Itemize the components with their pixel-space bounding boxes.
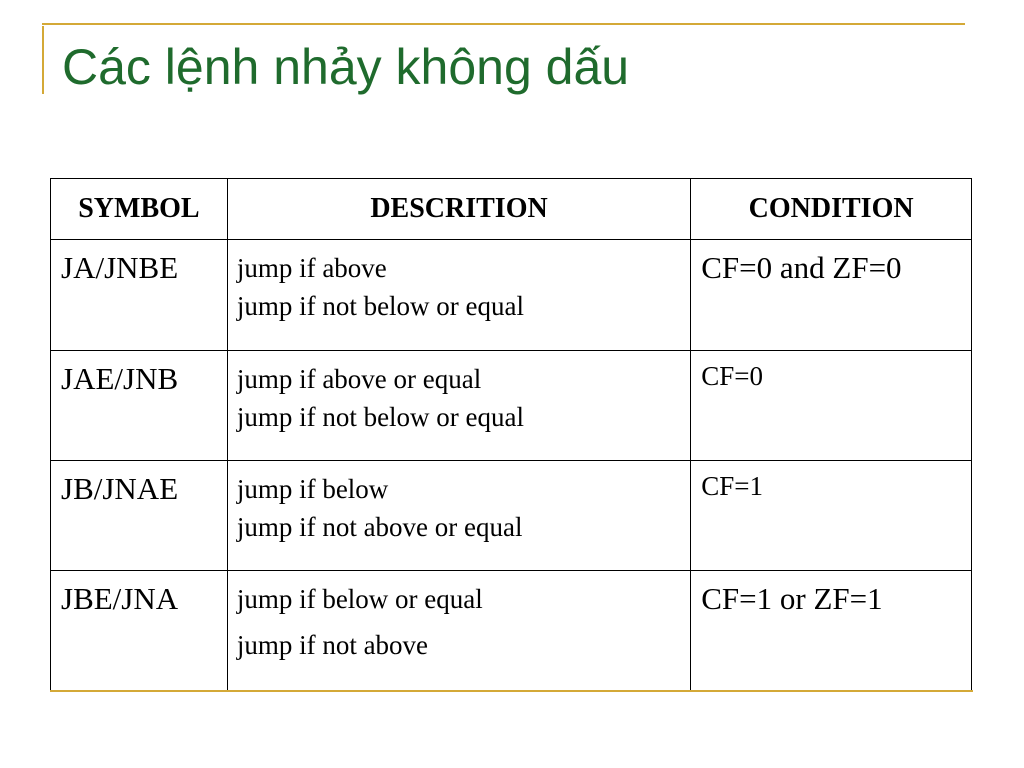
table-bottom-accent-line — [50, 690, 973, 692]
description-cell — [227, 461, 690, 571]
table-row — [51, 351, 972, 461]
description-line: jump if not above — [236, 630, 429, 660]
table-header-row — [51, 179, 972, 240]
symbol-cell: JBE/JNA — [51, 571, 228, 691]
description-line: jump if below or equal — [236, 584, 483, 614]
title-accent-bar — [42, 26, 44, 94]
description-line: jump if not above or equal — [236, 512, 523, 542]
description-line: jump if above or equal — [236, 364, 482, 394]
description-line: jump if above — [236, 253, 387, 283]
description-line: jump if below — [236, 474, 389, 504]
title-accent-line — [42, 23, 965, 25]
symbol-cell: JAE/JNB — [51, 351, 228, 461]
slide-title: Các lệnh nhảy không dấu — [62, 39, 630, 95]
condition-cell: CF=1 — [691, 461, 972, 571]
table-row — [51, 461, 972, 571]
header-condition: CONDITION — [691, 179, 972, 240]
table-row — [51, 240, 972, 351]
description-line: jump if not below or equal — [236, 291, 525, 321]
symbol-cell: JB/JNAE — [51, 461, 228, 571]
header-symbol: SYMBOL — [51, 179, 228, 240]
table-row — [51, 571, 972, 691]
symbol-cell: JA/JNBE — [51, 240, 228, 351]
jump-commands-table — [50, 178, 972, 691]
description-line: jump if not below or equal — [236, 402, 525, 432]
condition-cell: CF=1 or ZF=1 — [691, 571, 972, 691]
description-cell — [227, 240, 690, 351]
description-cell — [227, 351, 690, 461]
header-description: DESCRITION — [227, 179, 690, 240]
description-cell — [227, 571, 690, 691]
condition-cell: CF=0 — [691, 351, 972, 461]
condition-cell: CF=0 and ZF=0 — [691, 240, 972, 351]
